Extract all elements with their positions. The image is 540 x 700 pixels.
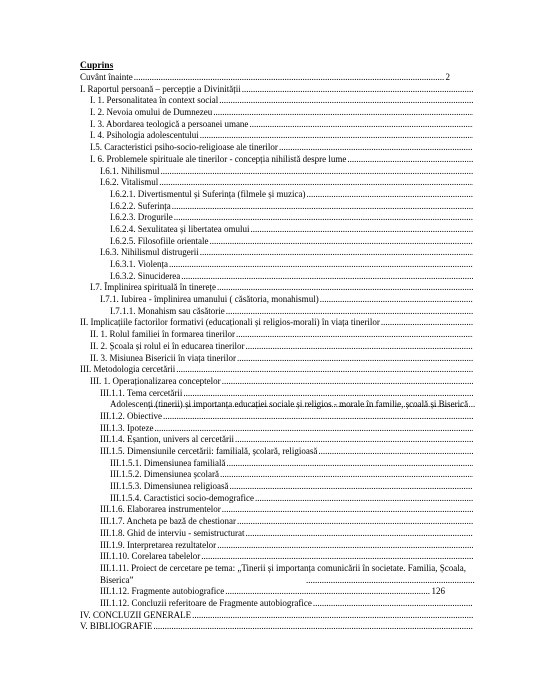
toc-entry-title: I. 1. Personalitatea în context social — [90, 95, 219, 106]
toc-entry-wrapped-project[interactable]: III.1.11. Proiect de cercetare pe tema: „Tinerii și importanța comunicării în societate. Familia, Școala, Biserica” — [100, 562, 466, 585]
toc-entry-title: III.1.5.4. Caractistici socio-demografice — [110, 492, 254, 503]
toc-entry-title: III.1.10. Corelarea tabelelor — [100, 551, 201, 562]
toc-entry[interactable] — [80, 551, 475, 563]
toc-entry-title: III.1.9. Interpretarea rezultatelor — [100, 539, 217, 550]
dot-leader — [226, 306, 473, 318]
toc-entry[interactable] — [80, 598, 475, 610]
dot-leader — [306, 189, 473, 201]
toc-entry-title: I.6.3.2. Sinuciderea — [110, 270, 181, 281]
dot-leader — [381, 317, 473, 329]
dot-leader — [226, 458, 473, 470]
toc-entry-title: III.1.12. Concluzii referitoare de Fragmente autobiografice — [100, 597, 312, 608]
toc-entry-title: III.1.2. Obiective — [100, 410, 162, 421]
toc-entry[interactable] — [80, 540, 475, 552]
toc-title: Cuprins — [80, 61, 114, 71]
dot-leader — [217, 282, 473, 294]
dot-leader — [313, 598, 473, 610]
toc-entry-title: II. 1. Rolul familiei în formarea tinerilor — [90, 329, 235, 340]
toc-entry[interactable] — [80, 481, 475, 493]
dot-leader — [209, 236, 473, 248]
toc-entry[interactable] — [80, 493, 475, 505]
toc-entry-title: I. 3. Abordarea teologică a persoanei umane — [90, 118, 249, 129]
dot-leader — [255, 493, 473, 505]
toc-entry[interactable] — [80, 212, 475, 224]
toc-entry[interactable] — [80, 84, 475, 96]
dot-leader — [220, 469, 473, 481]
dot-leader — [219, 95, 473, 107]
dot-leader — [169, 259, 473, 271]
toc-entry-title: III.1.7. Ancheta pe bază de chestionar — [100, 516, 236, 527]
dot-leader — [153, 621, 473, 633]
toc-entry-title: III.1.3. Ipoteze — [100, 422, 154, 433]
dot-leader — [154, 423, 473, 435]
toc-entry-title: I. 6. Problemele spirituale ale tinerilor - concepția nihilistă despre lume — [90, 153, 347, 164]
toc-entry[interactable] — [80, 201, 475, 213]
toc-entry[interactable] — [80, 259, 475, 271]
dot-leader — [250, 224, 473, 236]
toc-entry-page: 126 — [431, 586, 445, 597]
toc-entry-title: II. 3. Misiunea Bisericii în viața tinerilor — [90, 352, 236, 363]
toc-entry[interactable] — [80, 294, 475, 306]
dot-leader — [159, 177, 473, 189]
dot-leader — [201, 551, 473, 563]
toc-entry[interactable] — [80, 469, 475, 481]
toc-entry-title: I.6.2.4. Sexulitatea și libertatea omului — [110, 223, 250, 234]
dot-leader — [161, 166, 473, 178]
toc-entry[interactable] — [80, 189, 475, 201]
toc-entry[interactable] — [80, 586, 475, 598]
dot-leader — [134, 72, 444, 84]
toc-entry[interactable] — [80, 376, 475, 388]
toc-entry-title: I.6.2.2. Suferința — [110, 200, 171, 211]
toc-entry[interactable] — [80, 411, 475, 423]
dot-leader — [222, 376, 473, 388]
dot-leader — [172, 201, 473, 213]
dot-leader — [200, 130, 473, 142]
dot-leader — [174, 212, 473, 224]
toc-entry-title: III.1.6. Elaborarea instrumentelor — [100, 504, 221, 515]
toc-entry-title: III.1.12. Fragmente autobiografice — [100, 586, 225, 597]
toc-entry[interactable] — [80, 528, 475, 540]
toc-entry[interactable] — [80, 119, 475, 131]
toc-entry[interactable] — [80, 610, 475, 622]
toc-entry[interactable] — [80, 95, 475, 107]
dot-leader — [245, 528, 473, 540]
toc-entry[interactable] — [80, 247, 475, 259]
toc-entry-title: I.6.2.1. Divertismentul și Suferința (filmele și muzica) — [110, 188, 306, 199]
table-of-contents — [80, 72, 475, 633]
dot-leader — [200, 247, 473, 259]
toc-entry[interactable] — [80, 446, 475, 458]
toc-entry[interactable] — [80, 434, 475, 446]
dot-leader — [183, 388, 473, 400]
toc-entry-title: I.6.1. Nihilismul — [100, 165, 160, 176]
toc-entry[interactable] — [80, 504, 475, 516]
toc-entry[interactable] — [80, 423, 475, 435]
toc-entry[interactable] — [80, 364, 475, 376]
toc-entry-title: III.1.8. Ghid de interviu - semistructurat — [100, 527, 245, 538]
toc-entry-title: Cuvânt înainte — [80, 72, 133, 82]
dot-leader — [213, 107, 473, 119]
toc-entry[interactable] — [80, 516, 475, 528]
dot-leader — [235, 434, 473, 446]
dot-leader — [279, 142, 473, 154]
dot-leader — [320, 294, 473, 306]
toc-entry-title: I.6.3. Nihilismul distrugerii — [100, 247, 199, 258]
dot-leader — [347, 154, 473, 166]
toc-entry[interactable] — [80, 130, 475, 142]
toc-entry-title: II. Implicațiile factorilor formativi (educaționali și religios-morali) în viața tinerilor — [80, 317, 380, 328]
dot-leader — [217, 540, 473, 552]
toc-entry-title: III.1.4. Eșantion, univers al cercetării — [100, 434, 234, 445]
toc-entry[interactable] — [80, 282, 475, 294]
toc-entry-title: I.5. Caracteristici psiho-socio-religioase ale tinerilor — [90, 142, 278, 153]
dot-leader — [229, 481, 473, 493]
toc-entry[interactable] — [80, 72, 475, 84]
dot-leader — [236, 329, 473, 341]
toc-entry-title: I.7. Împlinirea spirituală în tinerețe — [90, 282, 216, 293]
toc-entry[interactable] — [80, 107, 475, 119]
toc-entry-title: III.1.5.1. Dimensiunea familială — [110, 457, 226, 468]
toc-entry-title: I. 4. Psihologia adolescentului — [90, 130, 199, 141]
toc-entry[interactable] — [80, 224, 475, 236]
toc-entry[interactable] — [80, 166, 475, 178]
toc-entry-title: I.6.2.3. Drogurile — [110, 212, 173, 223]
toc-entry[interactable] — [80, 306, 475, 318]
toc-entry-title: III.1.5. Dimensiunile cercetării: familială, școlară, religioasă — [100, 446, 318, 457]
toc-entry[interactable] — [80, 142, 475, 154]
toc-entry[interactable] — [80, 236, 475, 248]
toc-entry[interactable] — [80, 621, 475, 633]
dot-leader — [242, 84, 473, 96]
toc-entry[interactable] — [80, 388, 475, 400]
toc-entry-title: I. 2. Nevoia omului de Dumnezeu — [90, 107, 213, 118]
dot-leader — [318, 446, 473, 458]
dot-leader — [181, 271, 473, 283]
toc-entry[interactable] — [80, 317, 475, 329]
toc-entry[interactable] — [80, 271, 475, 283]
toc-entry-title: I.7.1.1. Monahism sau căsătorie — [110, 305, 225, 316]
toc-entry-title: III. 1. Operaționalizarea conceptelor — [90, 375, 221, 386]
toc-entry-title: I.7.1. Iubirea - împlinirea umanului ( căsătoria, monahismul) — [100, 294, 319, 305]
dot-leader — [237, 516, 473, 528]
toc-entry-title: III.1.5.2. Dimensiunea școlară — [110, 469, 219, 480]
dot-leader — [222, 504, 473, 516]
toc-entry-title: I. Raportul persoană – percepție a Divinității — [80, 83, 241, 94]
dot-leader-row — [80, 575, 475, 587]
toc-entry-title: IV. CONCLUZII GENERALE — [80, 609, 192, 620]
toc-entry[interactable] — [80, 353, 475, 365]
toc-entry-wrapped-topic[interactable]: Adolescenți (tinerii) și importanța educației sociale și religios - morale în familie, școală și Biserică — [110, 399, 469, 410]
toc-entry[interactable] — [80, 154, 475, 166]
toc-entry-title: III.1.1. Tema cercetării — [100, 387, 183, 398]
toc-entry-title: I.6.2. Vitalismul — [100, 177, 159, 188]
toc-entry-title: I.6.2.5. Filosofiile orientale — [110, 235, 209, 246]
toc-entry-title: II. 2. Școala și rolul ei în educarea tinerilor — [90, 340, 245, 351]
toc-entry[interactable] — [80, 341, 475, 353]
dot-leader — [176, 364, 473, 376]
dot-leader — [163, 411, 473, 423]
dot-leader — [237, 353, 473, 365]
dot-leader — [192, 610, 473, 622]
toc-entry-title: V. BIBLIOGRAFIE — [80, 621, 153, 632]
toc-entry-page: 2 — [445, 72, 450, 82]
toc-entry-title: III.1.5.3. Dimensiunea religioasă — [110, 481, 229, 492]
dot-leader — [245, 341, 473, 353]
toc-entry[interactable] — [80, 177, 475, 189]
toc-entry-title: III. Metodologia cercetării — [80, 364, 176, 375]
toc-entry-title: I.6.3.1. Violența — [110, 259, 169, 269]
dot-leader — [249, 119, 473, 131]
dot-leader — [225, 586, 429, 598]
toc-entry[interactable] — [80, 329, 475, 341]
toc-entry[interactable] — [80, 458, 475, 470]
